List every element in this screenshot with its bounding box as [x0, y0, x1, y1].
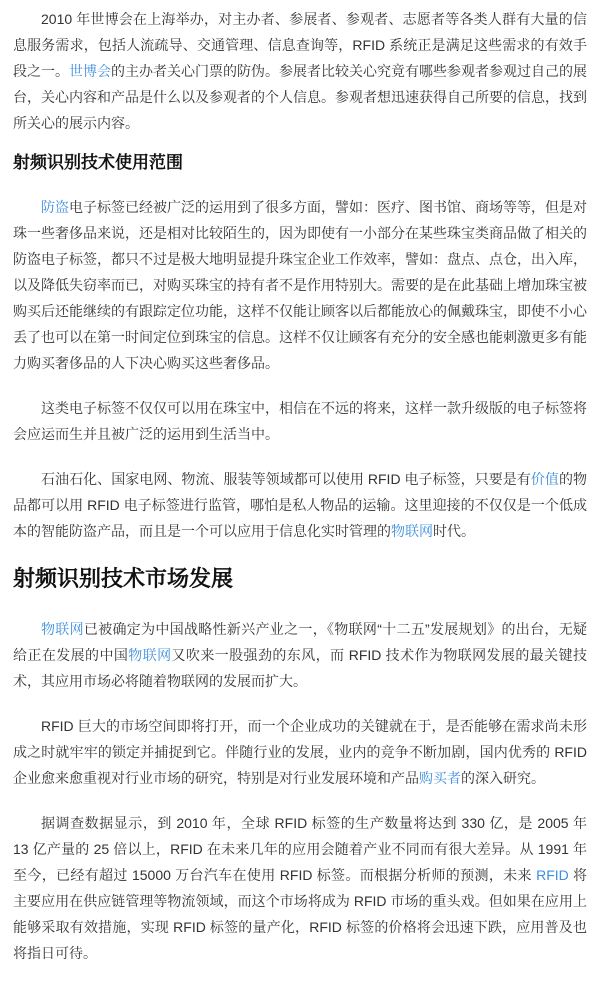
link-buyer[interactable]: 购买者: [419, 770, 461, 786]
link-iot-2[interactable]: 物联网: [41, 621, 84, 637]
text-segment: 的深入研究。: [461, 770, 545, 786]
paragraph-expo-intro: [13, 6, 587, 136]
text-segment: 的物品都可以用 RFID 电子标签进行监管，哪怕是私人物品的运输。这里迎接的不仅仅是一个低成本的智能防盗产品，而且是一个可以应用于信息化实时管理的: [13, 471, 588, 539]
link-iot-3[interactable]: 物联网: [128, 647, 172, 663]
text-segment: 石油石化、国家电网、物流、服装等领域都可以使用 RFID 电子标签，只要是有: [41, 471, 531, 487]
text-segment: 这类电子标签不仅仅可以用在珠宝中，相信在不远的将来，这样一款升级版的电子标签将会应运而生并且被广泛的运用到生活当中。: [13, 400, 587, 442]
section-heading-usage-scope: 射频识别技术使用范围: [13, 153, 183, 172]
paragraph-market-competition: [13, 713, 587, 791]
link-expo[interactable]: 世博会: [69, 63, 111, 79]
text-segment: 的主办者关心门票的防伪。参展者比较关心究竟有哪些参观者参观过自己的展台，关心内容和产品是什么以及参观者的个人信息。参观者想迅速获得自己所要的信息，找到所关心的展示内容。: [13, 63, 587, 131]
section-heading-market-development: 射频识别技术市场发展: [13, 566, 234, 591]
paragraph-industries: [13, 466, 587, 544]
text-segment: RFID 巨大的市场空间即将打开，而一个企业成功的关键就在于，是否能够在需求尚未形成之时就牢牢的锁定并捕捉到它。伴随行业的发展，业内的竞争不断加剧，国内优秀的 RFID 企业愈来愈重视对行业市场的研究，特别是对行业发展环境和产品: [13, 718, 587, 786]
paragraph-anti-theft: [13, 194, 587, 376]
paragraph-production-forecast: [13, 810, 587, 966]
paragraph-iot-policy: [13, 616, 587, 694]
text-segment: 时代。: [433, 523, 475, 539]
text-segment: 2010 年世博会在上海举办，对主办者、参展者、参观者、志愿者等各类人群有大量的信息服务需求，包括人流疏导、交通管理、信息查询等，RFID 系统正是满足这些需求的有效手段之一。: [13, 11, 587, 79]
link-anti-theft[interactable]: 防盗: [41, 199, 69, 215]
text-segment: 又吹来一股强劲的东风，而 RFID 技术作为物联网发展的最关键技术，其应用市场必将随着物联网的发展而扩大。: [13, 647, 588, 689]
link-rfid[interactable]: RFID: [536, 867, 569, 883]
link-iot[interactable]: 物联网: [391, 523, 433, 539]
text-segment: 将主要应用在供应链管理等物流领域，而这个市场将成为 RFID 市场的重头戏。但如果在应用上能够采取有效措施，实现 RFID 标签的量产化，RFID 标签的价格将会迅速下跌，应用普及也将指日可待。: [13, 867, 587, 961]
paragraph-jewelry-future: [13, 395, 587, 447]
text-segment: 电子标签已经被广泛的运用到了很多方面，譬如：医疗、图书馆、商场等等，但是对珠一些奢侈品来说，还是相对比较陌生的，因为即使有一小部分在某些珠宝类商品做了相关的防盗电子标签，都只不过是极大地明显提升珠宝企业工作效率，譬如：盘点、点仓，出入库，以及降低失窃率而已，对购买珠宝的持有者不是作用特别大。需要的是在此基础上增加珠宝被购买后还能继续的有跟踪定位功能，这样不仅能让顾客以后都能放心的佩戴珠宝，即使不小心丢了也可以在第一时间定位到珠宝的信息。这样不仅让顾客有充分的安全感也能刺激更多有能力购买奢侈品的人下决心购买这些奢侈品。: [13, 199, 587, 371]
link-value[interactable]: 价值: [530, 471, 559, 487]
text-segment: 据调查数据显示，到 2010 年，全球 RFID 标签的生产数量将达到 330 亿，是 2005 年 13 亿产量的 25 倍以上，RFID 在未来几年的应用会随着产业不同而有很大差异。从 1991 年至今，已经有超过 15000 万台汽车在使用 RFID 标签。而根据分析师的预测，未来: [13, 815, 587, 883]
text-segment: 已被确定为中国战略性新兴产业之一，《物联网“十二五”发展规划》的出台，无疑给正在发展的中国: [13, 621, 588, 663]
